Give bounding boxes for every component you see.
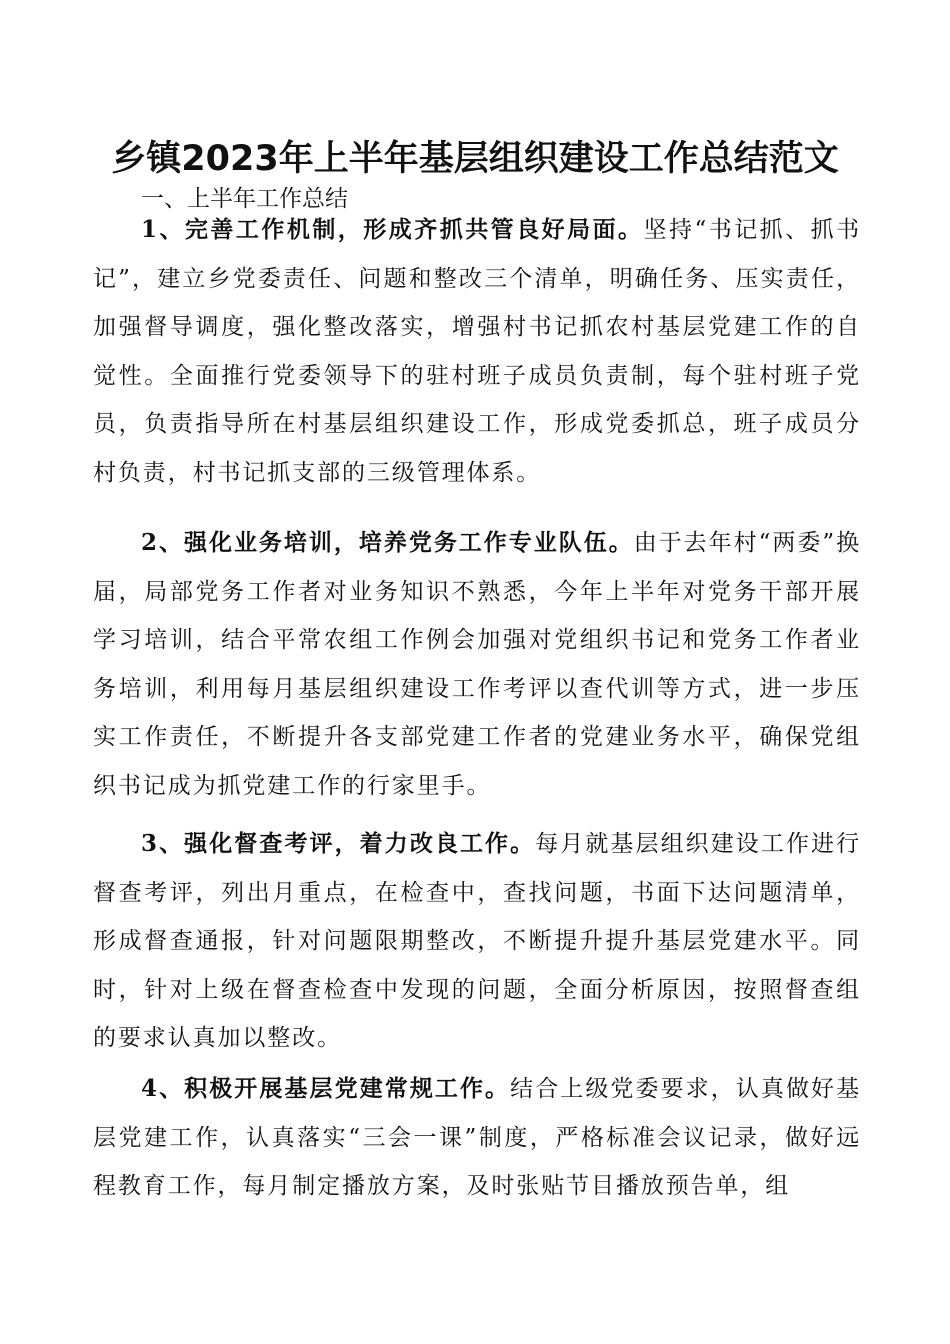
paragraph-1 [93,206,861,497]
paragraph-4-lead: 4、积极开展基层党建常规工作。 [141,1075,511,1102]
paragraph-2-lead: 2、强化业务培训，培养党务工作专业队伍。 [141,529,634,556]
paragraph-4 [93,1065,861,1211]
section-heading: 一、上半年工作总结 [141,186,348,212]
paragraph-1-body: 坚持“书记抓、抓书记”，建立乡党委责任、问题和整改三个清单，明确任务、压实责任，加强督导调度，强化整改落实，增强村书记抓农村基层党建工作的自觉性。全面推行党委领导下的驻村班子成员负责制，每个驻村班子党员，负责指导所在村基层组织建设工作，形成党委抓总，班子成员分村负责，村书记抓支部的三级管理体系。 [93,217,861,486]
paragraph-3 [93,820,861,1063]
paragraph-2-body: 由于去年村“两委”换届，局部党务工作者对业务知识不熟悉，今年上半年对党务干部开展学习培训，结合平常农组工作例会加强对党组织书记和党务工作者业务培训，利用每月基层组织建设工作考评以查代训等方式，进一步压实工作责任，不断提升各支部党建工作者的党建业务水平，确保党组织书记成为抓党建工作的行家里手。 [93,530,861,799]
paragraph-3-body: 每月就基层组织建设工作进行督查考评，列出月重点，在检查中，查找问题，书面下达问题清单，形成督查通报，针对问题限期整改，不断提升提升基层党建水平。同时，针对上级在督查检查中发现的问题，全面分析原因，按照督查组的要求认真加以整改。 [93,831,861,1051]
paragraph-1-lead: 1、完善工作机制，形成齐抓共管良好局面。 [141,216,644,243]
document-title: 乡镇2023年上半年基层组织建设工作总结范文 [111,139,839,180]
paragraph-2 [93,519,861,810]
paragraph-4-body: 结合上级党委要求，认真做好基层党建工作，认真落实“三会一课”制度，严格标准会议记录，做好远程教育工作，每月制定播放方案，及时张贴节目播放预告单，组 [93,1076,861,1199]
paragraph-3-lead: 3、强化督查考评，着力改良工作。 [141,830,536,857]
